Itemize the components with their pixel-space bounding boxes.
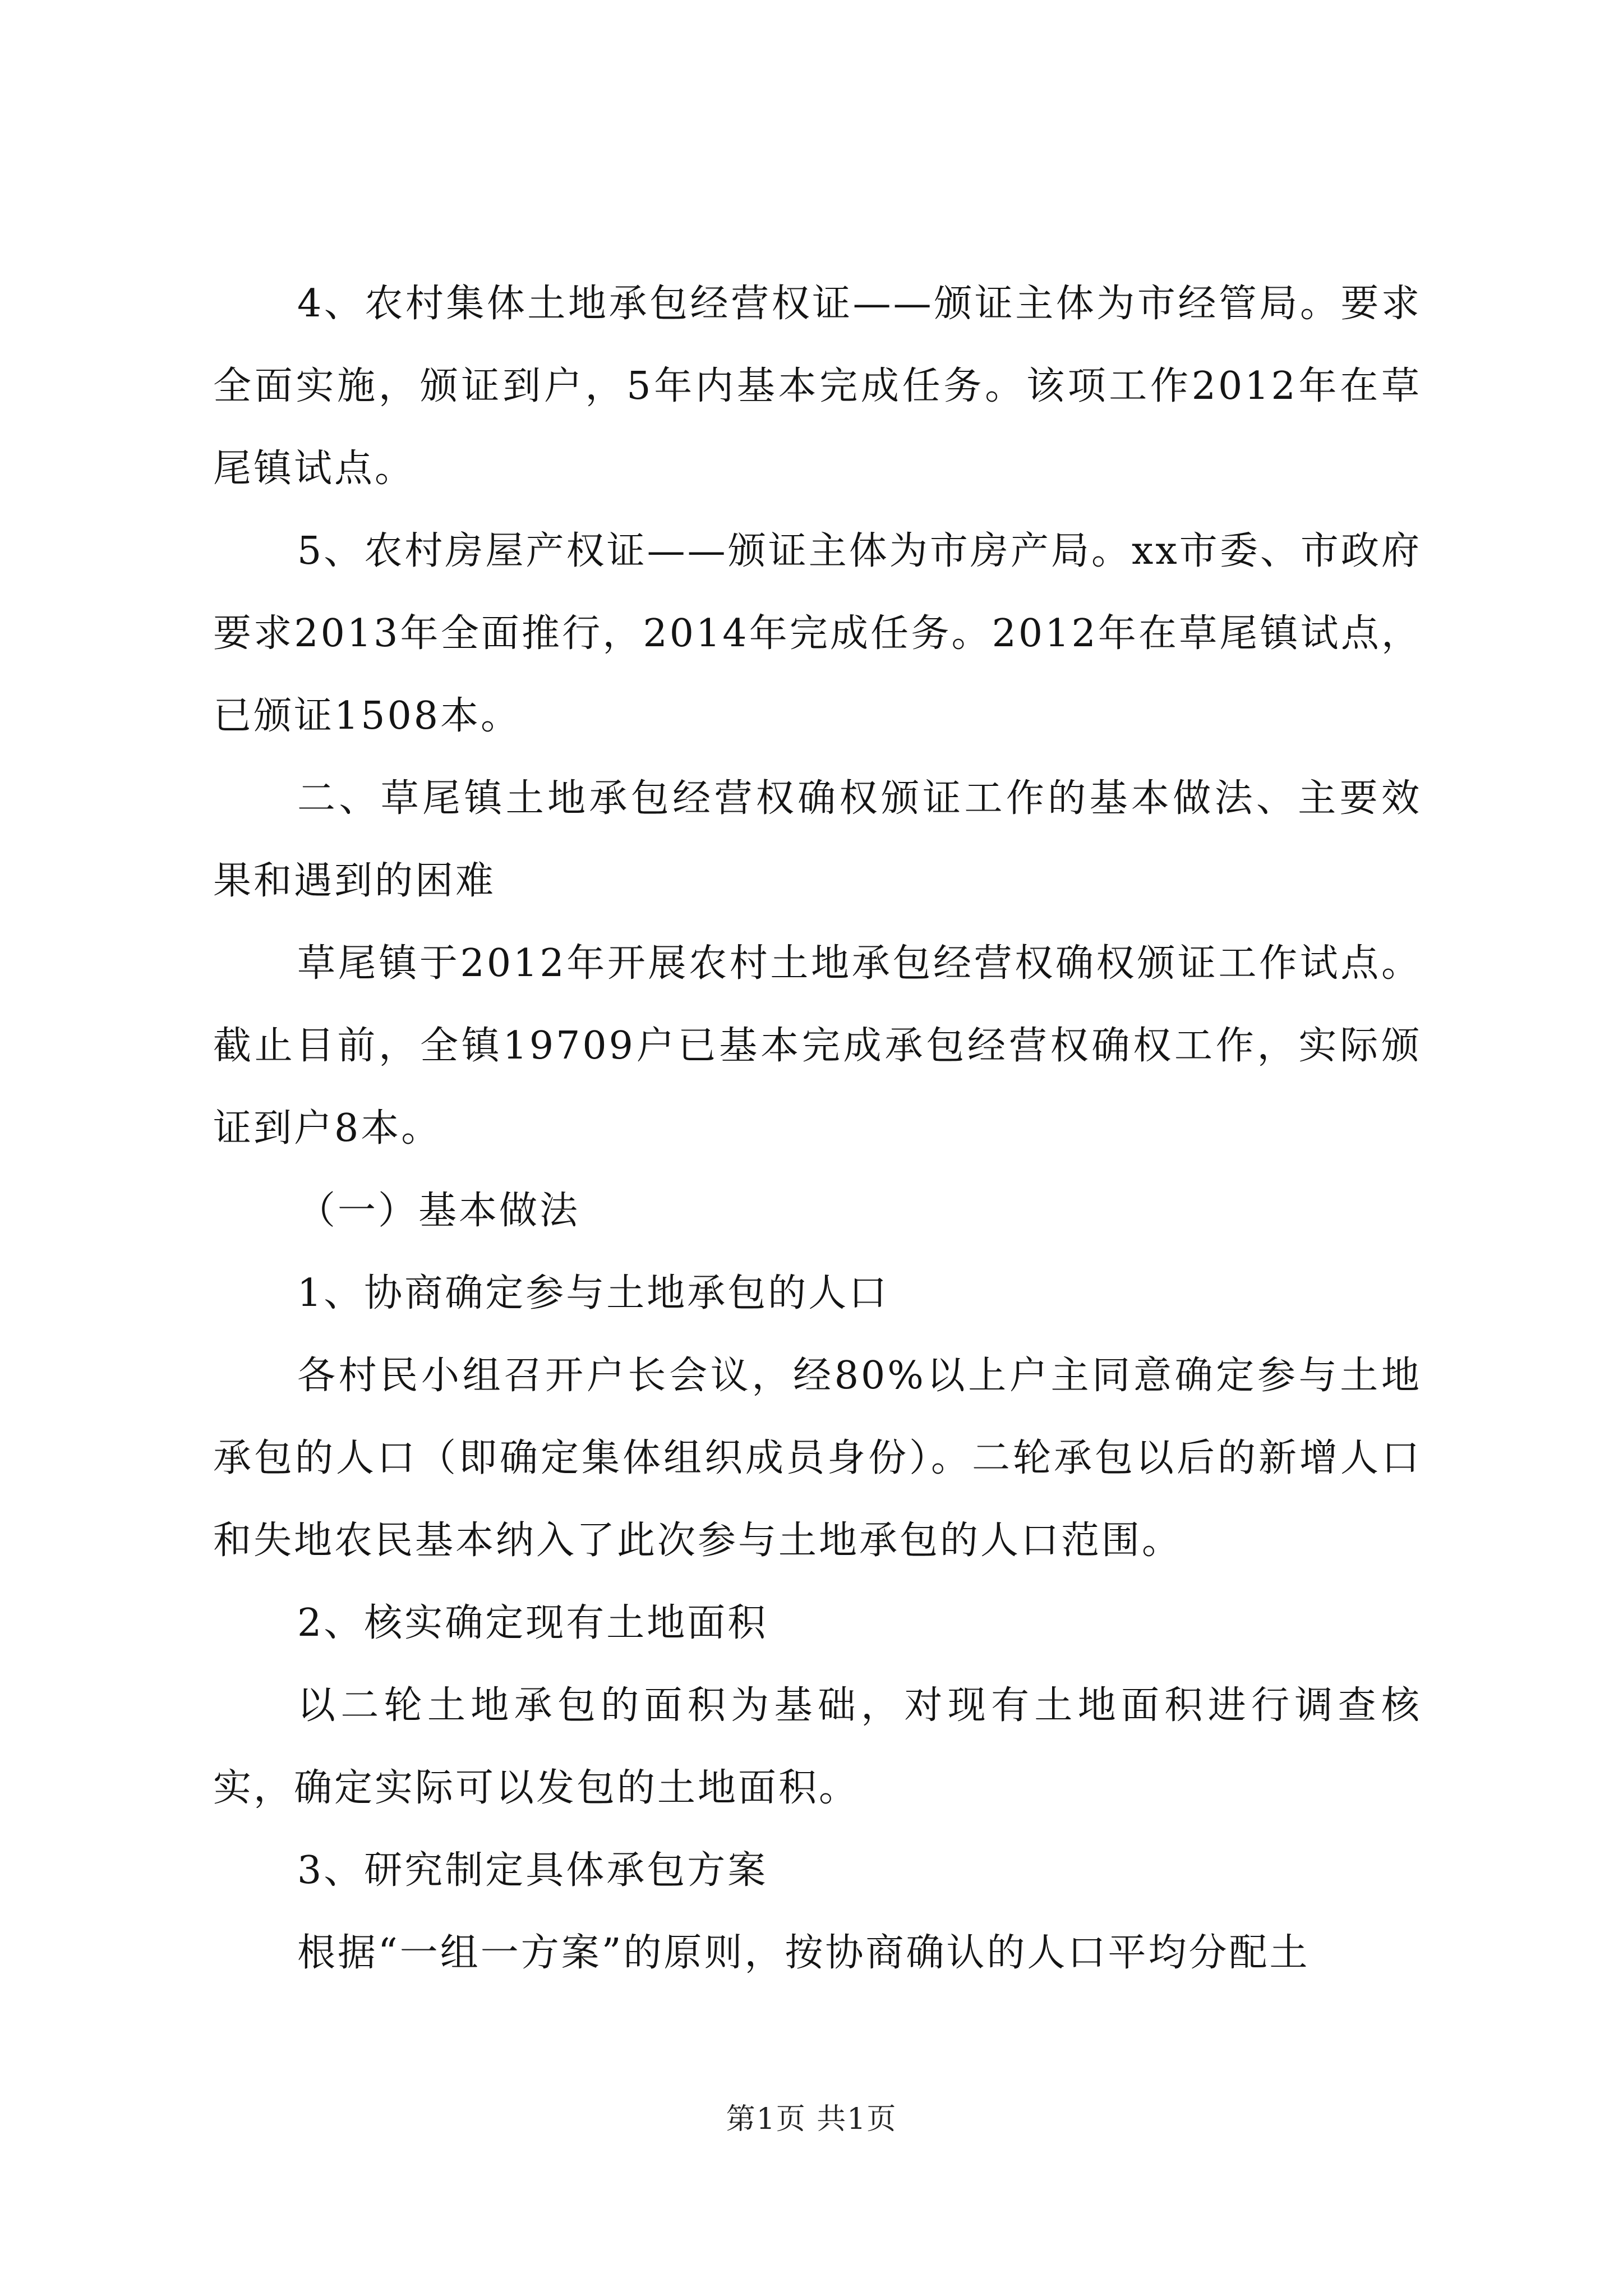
paragraph-contract-plan: 根据“一组一方案”的原则，按协商确认的人口平均分配土: [297, 1931, 1310, 1975]
page-footer: 第1页 共1页: [726, 2102, 897, 2136]
paragraph-population-determination: 各村民小组召开户长会议，经80%以上户主同意确定参与土地承包的人口（即确定集体组织成员身份）。二轮承包以后的新增人口和失地农民基本纳入了此次参与土地承包的人口范围。: [213, 1354, 1422, 1563]
paragraph-item-5-rural-housing-certificate: 5、农村房屋产权证——颁证主体为市房产局。xx市委、市政府要求2013年全面推行，2014年完成任务。2012年在草尾镇试点，已颁证1508本。: [213, 529, 1422, 738]
document-body: [213, 263, 1422, 1994]
item-heading-3: 3、研究制定具体承包方案: [297, 1848, 768, 1893]
item-heading-2: 2、核实确定现有土地面积: [297, 1601, 768, 1645]
paragraph-land-area-verification: 以二轮土地承包的面积为基础，对现有土地面积进行调查核实，确定实际可以发包的土地面积。: [213, 1683, 1422, 1810]
paragraph-item-4-rural-land-contract-certificate: 4、农村集体土地承包经营权证——颁证主体为市经管局。要求全面实施，颁证到户，5年内基本完成任务。该项工作2012年在草尾镇试点。: [213, 282, 1422, 491]
paragraph-pilot-summary: 草尾镇于2012年开展农村土地承包经营权确权颁证工作试点。截止目前，全镇19709户已基本完成承包经营权确权工作，实际颁证到户8本。: [213, 941, 1422, 1151]
item-heading-1: 1、协商确定参与土地承包的人口: [297, 1271, 889, 1315]
subsection-heading-basic-practices: （一）基本做法: [297, 1189, 580, 1233]
section-heading-two: 二、草尾镇土地承包经营权确权颁证工作的基本做法、主要效果和遇到的困难: [213, 776, 1422, 903]
